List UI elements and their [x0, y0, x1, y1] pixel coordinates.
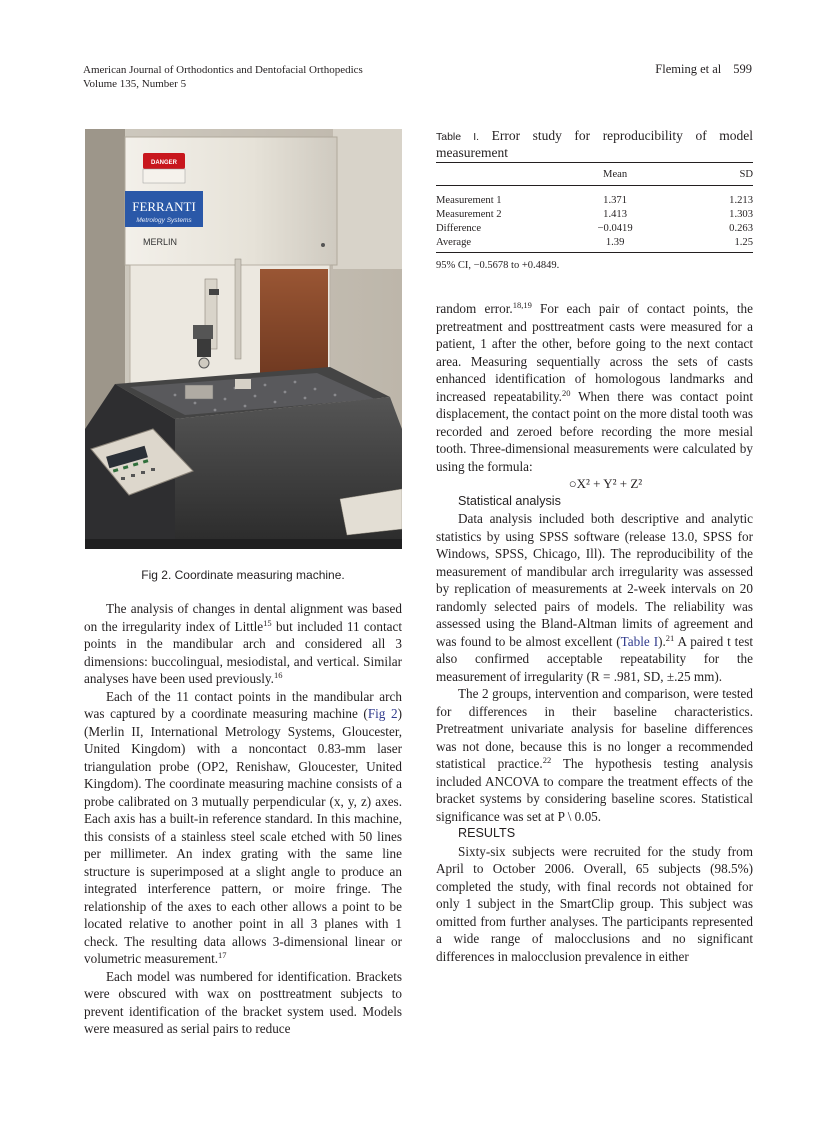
- text-span: The analysis of changes in dental alignment was based on the irregularity index of Little: [84, 601, 402, 634]
- journal-header: [83, 63, 363, 91]
- right-column: [436, 300, 753, 965]
- text-span: but included 11 contact points in the mandibular arch and considered all 3 dimensions: buccolingual, mesiodistal, and vertical. Similar analyses have been used previously.: [84, 618, 402, 686]
- paragraph: Each model was numbered for identification. Brackets were obscured with wax on posttreatment subjects to prevent identification of the bracket system used. Models were measured as serial pairs to reduce: [84, 968, 402, 1036]
- page-header-right: [655, 62, 752, 76]
- figure-caption: Fig 2. Coordinate measuring machine.: [141, 568, 345, 582]
- text-span: Data analysis included both descriptive and analytic statistics by using SPSS software (release 13.0, SPSS for Windows, SPSS, Chicago, Ill). The reproducibility of the measurement of mandibular arch irregularity was assessed by replication of measurements at 2-week intervals on 20 randomly selected pairs of models. The reliability was assessed using the Bland-Altman limits of agreement and was found to be almost excellent (: [436, 511, 753, 649]
- table-link[interactable]: Table I: [620, 633, 659, 649]
- sd-cell: 1.25: [667, 236, 753, 253]
- table-title: [436, 128, 753, 161]
- table-row: [436, 236, 753, 253]
- text-span: For each pair of contact points, the pretreatment and posttreatment casts were measured for a patient, 1 after the other, before going to the next contact area. Measuring sequentially across the sets of casts enhanced identification of homologous landmarks and increased repeatability.: [436, 301, 753, 404]
- sd-cell: 1.303: [729, 209, 753, 220]
- table-row: [436, 186, 753, 209]
- paragraph: [84, 600, 402, 688]
- column-header: [436, 163, 563, 186]
- paragraph: [436, 510, 753, 685]
- journal-title: American Journal of Orthodontics and Dentofacial Orthopedics: [83, 64, 363, 76]
- row-label: Difference: [436, 223, 482, 234]
- text-span: ).: [658, 633, 666, 649]
- brand-label: FERRANTI: [132, 199, 196, 214]
- table-title-text: Error study for reproducibility of model measurement: [436, 128, 753, 160]
- mean-cell: −0.0419: [597, 223, 633, 234]
- sd-cell: 0.263: [729, 223, 753, 234]
- column-header-mean: Mean: [563, 163, 668, 186]
- authors: Fleming et al: [655, 62, 722, 76]
- danger-label: DANGER: [150, 160, 178, 166]
- paragraph: [436, 685, 753, 825]
- row-label: Measurement 1: [436, 195, 502, 206]
- citation: 16: [273, 670, 283, 680]
- mean-cell: 1.413: [603, 209, 628, 220]
- section-heading-results: RESULTS: [458, 826, 516, 840]
- citation: 22: [542, 755, 552, 765]
- text-span: random error.: [436, 301, 513, 316]
- citation: 15: [263, 617, 272, 628]
- section-heading-statistical-analysis: Statistical analysis: [458, 493, 561, 508]
- table-row: [436, 208, 753, 222]
- formula: ○X² + Y² + Z²: [568, 476, 643, 491]
- text-span: Each of the 11 contact points in the mandibular arch was captured by a coordinate measuring machine (: [84, 688, 402, 721]
- error-study-table: [436, 162, 753, 253]
- text-span: The 2 groups, intervention and comparison, were tested for differences in their baseline characteristics. Pretreatment univariate analysis for baseline differences was not done, because this is no longer a recommended statistical practice.: [436, 686, 753, 771]
- citation: 21: [665, 632, 675, 643]
- column-header-sd: SD: [667, 163, 753, 186]
- citation: 20: [561, 387, 571, 398]
- cmm-photo: [85, 129, 402, 549]
- left-column: [84, 600, 402, 1038]
- paragraph: [436, 300, 753, 475]
- table-header-row: [436, 163, 753, 186]
- model-label: MERLIN: [143, 237, 178, 247]
- citation: 18,19: [512, 300, 532, 310]
- table-label: Table I.: [436, 131, 480, 143]
- page-number: 599: [733, 62, 752, 76]
- sd-cell: 1.213: [729, 195, 753, 206]
- paragraph: [84, 688, 402, 968]
- figure-link[interactable]: Fig 2: [367, 706, 398, 721]
- table-row: [436, 222, 753, 236]
- brand-sub-label: Metrology Systems: [136, 217, 192, 224]
- citation: 17: [218, 950, 227, 960]
- journal-volume: Volume 135, Number 5: [83, 78, 187, 90]
- mean-cell: 1.371: [603, 195, 628, 206]
- table-footnote: 95% CI, −0.5678 to +0.4849.: [436, 260, 560, 271]
- text-span: ) (Merlin II, International Metrology Systems, Gloucester, United Kingdom) with a noncontact 0.83-mm laser triangulation probe (OP2, Renishaw, Gloucester, United Kingdom). The coordinate measuring machine consists of a probe calibrated on 3 mutually perpendicular (x, y, z) axes. Each axis has a built-in reference standard. In this machine, this consists of a stainless steel scale etched with 50 lines per millimeter. An index grating with the same line structure is superimposed at a slight angle to produce an integrated interference pattern, or moire fringe. The relationship of the axes to each other allows a point to be located relative to another point in all 3 planes with 1 check. The resulting data allows 3-dimensional linear or volumetric measurement.: [84, 706, 403, 966]
- mean-cell: 1.39: [563, 236, 668, 253]
- text-span: When there was contact point displacement, the contact point on the more distal tooth was recorded and zeroed before recording the more mesial tooth. Three-dimensional measurements were calculated by using the formula:: [436, 388, 753, 474]
- row-label: Average: [436, 236, 563, 253]
- row-label: Measurement 2: [436, 209, 502, 220]
- paragraph: Sixty-six subjects were recruited for the study from April to October 2006. Overall, 65 subjects (98.5%) completed the study, with final records not obtained for only 1 subject in the SmartClip group. This subject was omitted from further analyses. The participants represented a wide range of malocclusions and no significant differences in malocclusion prevalence in either: [436, 843, 753, 964]
- text-span: The hypothesis testing analysis included ANCOVA to compare the treatment effects of the bracket systems by considering baseline scores. Statistical significance was set at P \ 0.05.: [436, 756, 753, 824]
- text-span: A paired t test also confirmed acceptable repeatability for the measurement of irregularity (R = .981, SD, ±.25 mm).: [436, 633, 753, 684]
